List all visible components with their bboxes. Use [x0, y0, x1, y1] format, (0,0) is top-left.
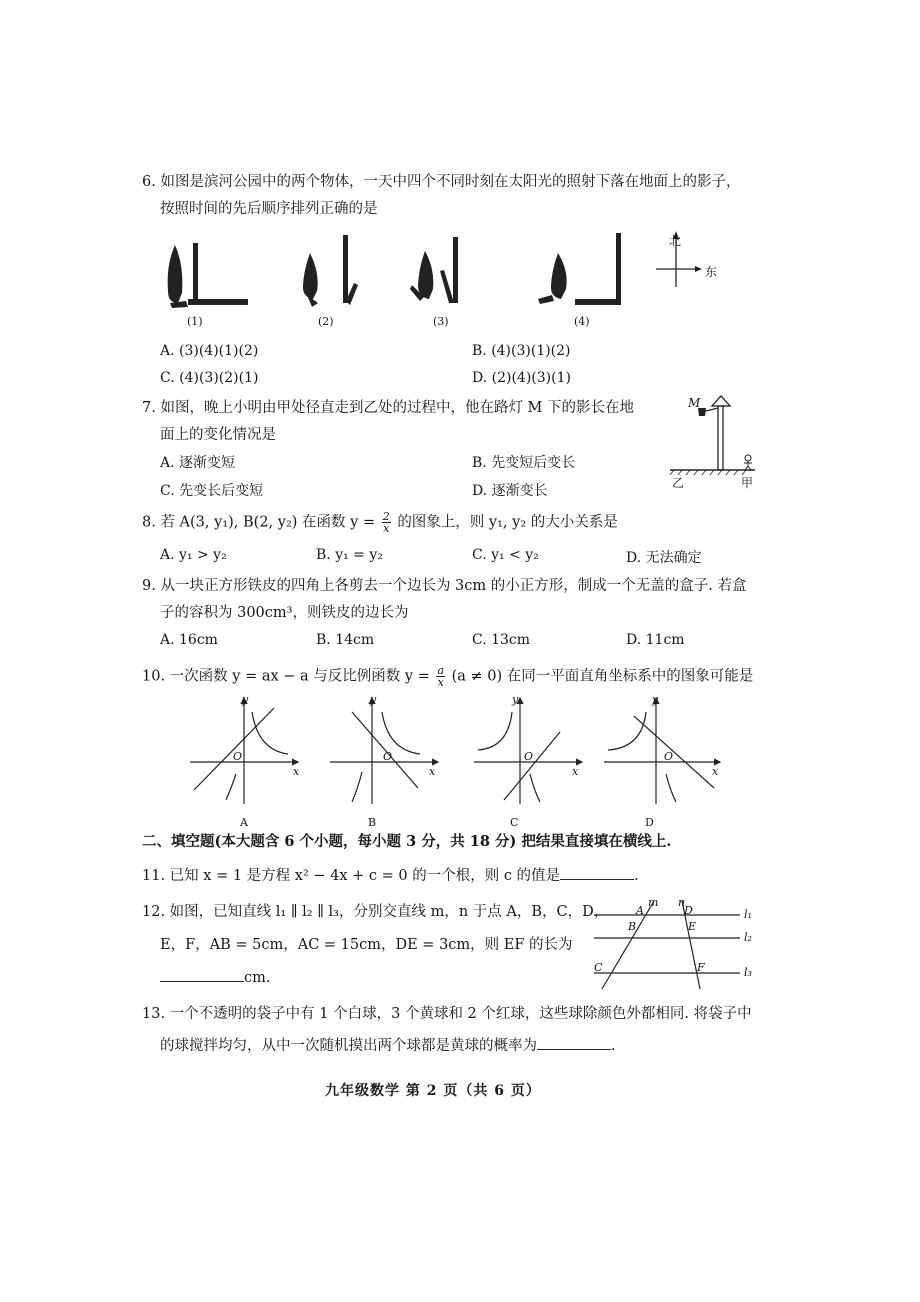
q10-a-y-label: y: [242, 693, 249, 706]
q7-option-c: C. 先变长后变短: [160, 483, 264, 499]
q11-text: 11. 已知 x = 1 是方程 x² − 4x + c = 0 的一个根，则 c 的值是: [142, 868, 561, 884]
q7-option-d: D. 逐渐变长: [472, 483, 548, 499]
q10-a-origin: O: [233, 750, 243, 763]
q11-stem: [142, 866, 639, 886]
q6-option-d: D. (2)(4)(3)(1): [472, 370, 571, 386]
q10-stem: [142, 665, 753, 688]
q6-option-b: B. (4)(3)(1)(2): [472, 343, 571, 359]
q10-graph-label-a: A: [240, 816, 248, 829]
q9-option-c: C. 13cm: [472, 632, 531, 648]
q10-graph-d: [604, 698, 720, 804]
q10-graphs: [180, 692, 740, 812]
q8-fraction: [382, 511, 391, 534]
q10-fraction: [436, 665, 445, 688]
q9-option-b: B. 14cm: [316, 632, 375, 648]
q6-figure-4: [538, 233, 621, 305]
q9-option-a: A. 16cm: [160, 632, 218, 648]
q12-stem-line3: [160, 968, 270, 988]
q10-d-origin: O: [664, 750, 674, 763]
q12-label-m: m: [648, 896, 659, 909]
q10-b-x-label: x: [429, 765, 436, 778]
q12-label-b: B: [628, 920, 637, 933]
q6-figure-2: [303, 235, 358, 307]
q12-label-e: E: [688, 920, 697, 933]
q8-option-c: C. y₁ < y₂: [472, 547, 539, 563]
q10-b-y-label: y: [370, 693, 377, 706]
q10-graph-a: [190, 698, 298, 804]
q8-option-a: A. y₁ > y₂: [160, 547, 227, 563]
q12-stem-line2: E，F，AB = 5cm，AC = 15cm，DE = 3cm，则 EF 的长为: [160, 937, 573, 953]
q13-text: 的球搅拌均匀，从中一次随机摸出两个球都是黄球的概率为: [160, 1038, 537, 1054]
q6-figure-label-2: (2): [318, 315, 334, 328]
q6-compass-north-label: 北: [669, 234, 682, 248]
q10-graph-label-c: C: [510, 816, 519, 829]
q6-figure-1: [168, 243, 248, 308]
page-footer: 九年级数学 第 2 页（共 6 页）: [325, 1083, 541, 1099]
q12-label-a: A: [636, 904, 644, 917]
q10-c-origin: O: [524, 750, 534, 763]
q12-label-d: D: [684, 904, 693, 917]
q12-label-f: F: [697, 961, 705, 974]
q10-fraction-num: a: [437, 664, 445, 677]
q8-fraction-den: x: [383, 522, 390, 535]
q6-figure-3: [410, 237, 458, 303]
q7-label-m: M: [688, 396, 701, 410]
q8-option-b: B. y₁ = y₂: [316, 547, 383, 563]
q8-stem-suffix: 的图象上，则 y₁, y₂ 的大小关系是: [397, 514, 618, 531]
q12-parallel-lines-figure: [590, 897, 760, 992]
q12-label-c: C: [594, 961, 603, 974]
q10-b-origin: O: [383, 750, 393, 763]
q10-stem-suffix: (a ≠ 0) 在同一平面直角坐标系中的图象可能是: [451, 668, 754, 685]
q12-unit: cm.: [244, 970, 271, 986]
q8-stem-prefix: 8. 若 A(3, y₁), B(2, y₂) 在函数 y =: [142, 514, 376, 531]
q10-stem-prefix: 10. 一次函数 y = ax − a 与反比例函数 y =: [142, 668, 430, 685]
q12-answer-blank[interactable]: [160, 981, 244, 982]
q13-stem-line1: 13. 一个不透明的袋子中有 1 个白球，3 个黄球和 2 个红球，这些球除颜色外都相同. 将袋子中: [142, 1006, 752, 1022]
q10-graph-label-d: D: [645, 816, 654, 829]
q8-fraction-num: 2: [382, 510, 390, 523]
q10-d-x-label: x: [712, 765, 719, 778]
q7-label-yi: 乙: [672, 476, 685, 490]
q10-c-y-label: y: [512, 693, 519, 706]
q9-stem-line1: 9. 从一块正方形铁皮的四角上各剪去一个边长为 3cm 的小正方形，制成一个无盖的盒子. 若盒: [142, 578, 747, 594]
q13-answer-blank[interactable]: [537, 1049, 611, 1050]
q7-stem-line1: 7. 如图，晚上小明由甲处径直走到乙处的过程中，他在路灯 M 下的影长在地: [142, 400, 635, 416]
q6-figure-label-4: (4): [574, 315, 590, 328]
q12-label-l3: l₃: [744, 966, 752, 979]
q6-stem-line1: 6. 如图是滨河公园中的两个物体，一天中四个不同时刻在太阳光的照射下落在地面上的影子，: [142, 174, 741, 190]
q13-end: .: [611, 1038, 616, 1054]
q7-stem-line2: 面上的变化情况是: [160, 427, 276, 443]
q6-figure-label-3: (3): [433, 315, 449, 328]
q8-option-d: D. 无法确定: [626, 550, 702, 566]
q6-stem-line2: 按照时间的先后顺序排列正确的是: [160, 201, 378, 217]
q10-graph-label-b: B: [368, 816, 377, 829]
q12-label-n: n: [678, 896, 686, 909]
section-2-heading: 二、填空题(本大题含 6 个小题，每小题 3 分，共 18 分) 把结果直接填在横线上.: [142, 833, 672, 850]
q10-a-x-label: x: [293, 765, 300, 778]
q6-shadow-figures: [150, 225, 710, 340]
q10-c-x-label: x: [572, 765, 579, 778]
q7-option-b: B. 先变短后变长: [472, 455, 576, 471]
q12-label-l2: l₂: [744, 931, 752, 944]
q7-option-a: A. 逐渐变短: [160, 455, 236, 471]
q6-compass-east-label: 东: [705, 265, 718, 279]
q11-answer-blank[interactable]: [560, 879, 634, 880]
q8-stem: [142, 511, 618, 534]
q6-option-a: A. (3)(4)(1)(2): [160, 343, 259, 359]
q9-stem-line2: 子的容积为 300cm³，则铁皮的边长为: [160, 605, 409, 621]
q11-end: .: [634, 868, 639, 884]
q9-option-d: D. 11cm: [626, 632, 685, 648]
q12-label-l1: l₁: [744, 908, 752, 921]
q6-option-c: C. (4)(3)(2)(1): [160, 370, 259, 386]
q10-fraction-den: x: [437, 676, 444, 689]
q6-figure-label-1: (1): [187, 315, 203, 328]
q7-label-jia: 甲: [741, 476, 754, 490]
q13-stem-line2: [160, 1036, 616, 1056]
q10-d-y-label: y: [652, 693, 659, 706]
q12-stem-line1: 12. 如图，已知直线 l₁ ∥ l₂ ∥ l₃，分别交直线 m，n 于点 A，B，C，D，: [142, 904, 609, 920]
